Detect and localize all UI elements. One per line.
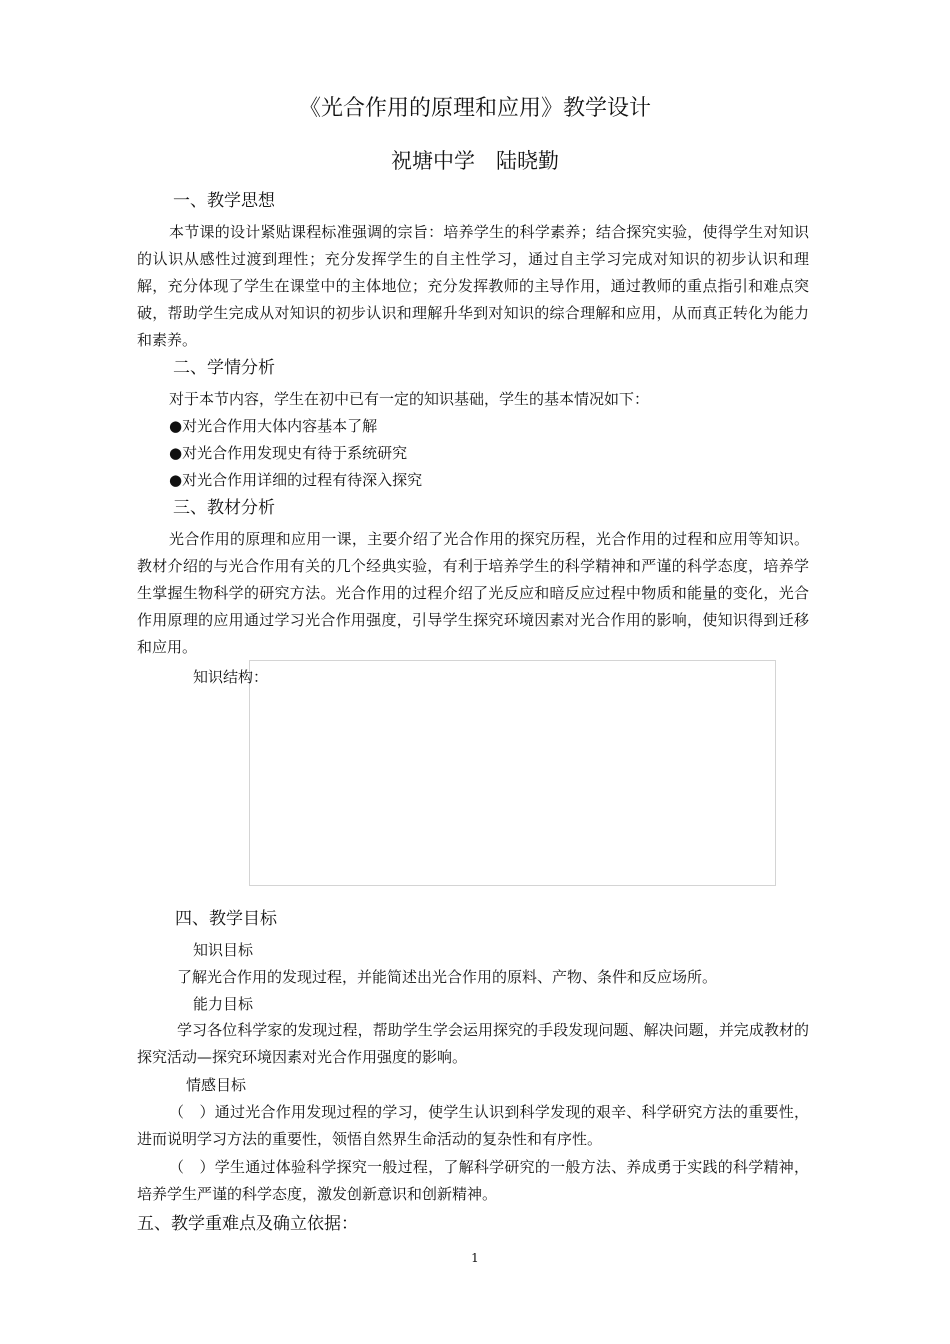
textbook-analysis-paragraph: 光合作用的原理和应用一课，主要介绍了光合作用的探究历程，光合作用的过程和应用等知识。教材介绍的与光合作用有关的几个经典实验，有利于培养学生的科学精神和严谨的科学态度，培养学生掌握生物科学的研究方法。光合作用的过程介绍了光反应和暗反应过程中物质和能量的变化，光合作用原理的应用通过学习光合作用强度，引导学生探究环境因素对光合作用的影响，使知识得到迁移和应用。 xyxy=(137,530,809,656)
section-heading-student-analysis: 二、学情分析 xyxy=(173,358,275,378)
page-number: 1 xyxy=(471,1251,479,1265)
section-heading-teaching-objectives: 四、教学目标 xyxy=(175,909,277,929)
student-analysis-bullet-1: ●对光合作用大体内容基本了解 xyxy=(169,417,378,435)
knowledge-structure-diagram-frame xyxy=(249,660,776,886)
document-author: 祝塘中学 陆晓勤 xyxy=(391,149,559,173)
emotion-objective-item-1: （ ）通过光合作用发现过程的学习，使学生认识到科学发现的艰辛、科学研究方法的重要性，进而说明学习方法的重要性，领悟自然界生命活动的复杂性和有序性。 xyxy=(137,1103,809,1148)
student-analysis-bullet-2: ●对光合作用发现史有待于系统研究 xyxy=(169,444,408,462)
section-heading-teaching-philosophy: 一、教学思想 xyxy=(173,191,275,211)
emotion-objective-item-2: （ ）学生通过体验科学探究一般过程，了解科学研究的一般方法、养成勇于实践的科学精神，培养学生严谨的科学态度，激发创新意识和创新精神。 xyxy=(137,1158,809,1203)
teaching-philosophy-paragraph: 本节课的设计紧贴课程标准强调的宗旨：培养学生的科学素养；结合探究实验，使得学生对知识的认识从感性过渡到理性；充分发挥学生的自主性学习，通过自主学习完成对知识的初步认识和理解，充分体现了学生在课堂中的主体地位；充分发挥教师的主导作用，通过教师的重点指引和难点突破，帮助学生完成从对知识的初步认识和理解升华到对知识的综合理解和应用，从而真正转化为能力和素养。 xyxy=(137,223,809,349)
knowledge-objective-label: 知识目标 xyxy=(193,941,254,959)
knowledge-structure-label: 知识结构： xyxy=(193,668,269,686)
student-analysis-bullet-3: ●对光合作用详细的过程有待深入探究 xyxy=(169,471,423,489)
document-title: 《光合作用的原理和应用》教学设计 xyxy=(298,96,651,121)
knowledge-objective-text: 了解光合作用的发现过程，并能简述出光合作用的原料、产物、条件和反应场所。 xyxy=(177,968,718,986)
student-analysis-intro: 对于本节内容，学生在初中已有一定的知识基础，学生的基本情况如下： xyxy=(169,390,650,408)
section-heading-textbook-analysis: 三、教材分析 xyxy=(173,498,275,518)
emotion-objective-label: 情感目标 xyxy=(186,1076,247,1094)
ability-objective-text: 学习各位科学家的发现过程，帮助学生学会运用探究的手段发现问题、解决问题，并完成教材的探究活动—探究环境因素对光合作用强度的影响。 xyxy=(137,1021,809,1066)
section-heading-key-difficulties: 五、教学重难点及确立依据： xyxy=(137,1214,358,1234)
ability-objective-label: 能力目标 xyxy=(193,995,254,1013)
